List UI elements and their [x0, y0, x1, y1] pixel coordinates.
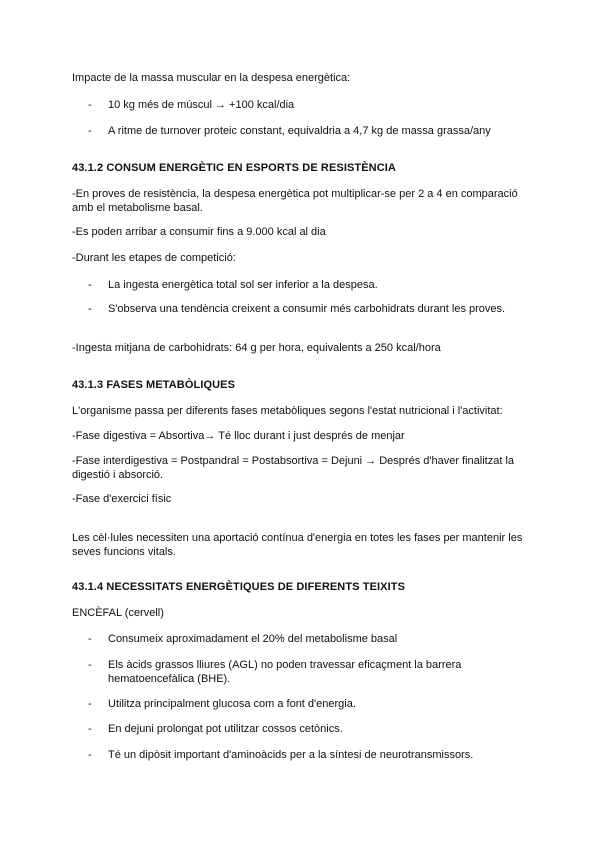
- list-item-text: Té un dipòsit important d'aminoàcids per a la síntesi de neurotransmissors.: [108, 749, 474, 761]
- bullet-dash: -: [88, 698, 92, 710]
- bullet-dash: -: [88, 723, 92, 735]
- bullet-dash: -: [88, 279, 92, 291]
- list-item-text: S'observa una tendència creixent a consumir més carbohidrats durant les proves.: [108, 303, 506, 315]
- bullet-dash: -: [88, 749, 92, 761]
- section-heading-4313: 43.1.3 FASES METABÒLIQUES: [72, 379, 236, 391]
- paragraph-cellules: Les cèl·lules necessiten una aportació contínua d'energia en totes les fases per mantenir les seves funcions vitals.: [72, 532, 523, 558]
- paragraph-consumir: -Es poden arribar a consumir fins a 9.000 kcal al dia: [72, 226, 326, 238]
- paragraph-ingesta: -Ingesta mitjana de carbohidrats: 64 g per hora, equivalents a 250 kcal/hora: [72, 342, 441, 354]
- bullet-dash: -: [88, 99, 92, 111]
- paragraph-etapes: -Durant les etapes de competició:: [72, 252, 236, 264]
- paragraph-encefal: ENCÈFAL (cervell): [72, 607, 164, 619]
- list-item-text: Utilitza principalment glucosa com a font d'energia.: [108, 698, 356, 710]
- list-item-text: Consumeix aproximadament el 20% del metabolisme basal: [108, 633, 398, 645]
- paragraph-interdigestiva: -Fase interdigestiva = Postpandral = Postabsortiva = Dejuni → Després d'haver finalitzat la digestió i absorció.: [72, 455, 515, 481]
- paragraph-organisme: L'organisme passa per diferents fases metabòliques segons l'estat nutricional i l'activitat:: [72, 405, 503, 417]
- paragraph-digestiva: -Fase digestiva = Absortiva→ Té lloc durant i just després de menjar: [72, 430, 405, 442]
- list-item-text: A ritme de turnover proteic constant, equivaldria a 4,7 kg de massa grassa/any: [108, 125, 491, 137]
- list-item-text: Els àcids grassos lliures (AGL) no poden travessar eficaçment la barrera hematoencefàlica (BHE).: [108, 659, 462, 685]
- paragraph-impacte: Impacte de la massa muscular en la despesa energètica:: [72, 72, 351, 84]
- bullet-dash: -: [88, 659, 92, 671]
- bullet-dash: -: [88, 303, 92, 315]
- list-item-text: La ingesta energètica total sol ser inferior a la despesa.: [108, 279, 378, 291]
- section-heading-4312: 43.1.2 CONSUM ENERGÈTIC EN ESPORTS DE RESISTÈNCIA: [72, 162, 396, 174]
- list-item-text: En dejuni prolongat pot utilitzar cossos cetònics.: [108, 723, 343, 735]
- paragraph-exercici: -Fase d'exercici físic: [72, 493, 172, 505]
- bullet-dash: -: [88, 125, 92, 137]
- paragraph-resistencia: -En proves de resistència, la despesa energètica pot multiplicar-se per 2 a 4 en comparació amb el metabolisme basal.: [72, 188, 518, 214]
- bullet-dash: -: [88, 633, 92, 645]
- section-heading-4314: 43.1.4 NECESSITATS ENERGÈTIQUES DE DIFERENTS TEIXITS: [72, 581, 406, 593]
- list-item-text: 10 kg més de múscul → +100 kcal/dia: [108, 99, 295, 111]
